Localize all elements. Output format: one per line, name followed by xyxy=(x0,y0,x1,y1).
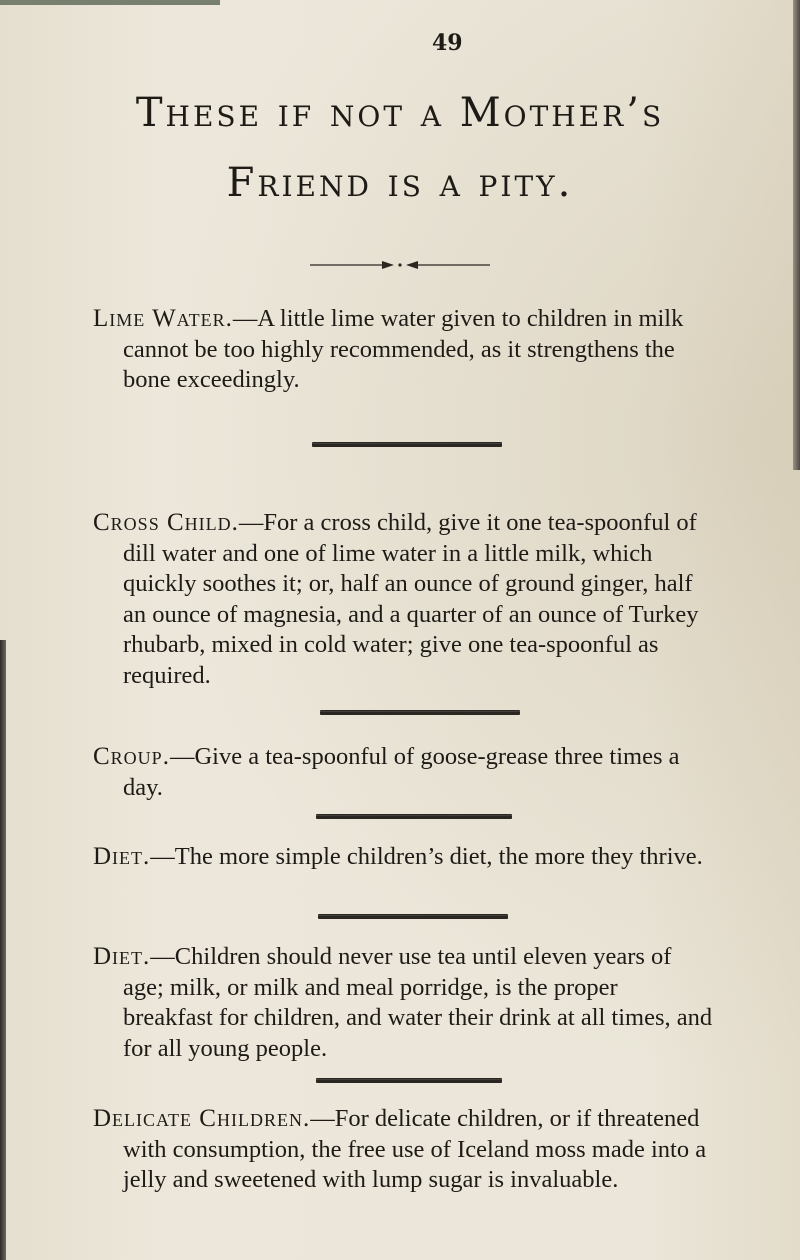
entry-cross-child xyxy=(93,508,713,691)
section-divider xyxy=(318,914,508,919)
entry-croup xyxy=(93,742,713,803)
entry-text: —For a cross child, give it one tea-spoonful of dill water and one of lime water in a little milk, which quickly soothes it; or, half an ounce of ground ginger, half an ounce of magnesia, and a quarter of an ounce of Turkey rhubarb, mixed in cold water; give one tea-spoonful as required. xyxy=(123,509,699,689)
entry-heading: Delicate Children. xyxy=(93,1105,311,1132)
page-title-line-1: These if not a Mother’s xyxy=(135,90,665,136)
section-divider xyxy=(316,814,512,819)
page-edge-shadow xyxy=(793,0,800,470)
page-number: 49 xyxy=(432,30,463,56)
entry-diet-1 xyxy=(93,842,713,873)
entry-lime-water xyxy=(93,304,713,396)
page-title-line-2: Friend is a pity. xyxy=(226,160,574,206)
section-divider xyxy=(320,710,520,715)
entry-heading: Diet. xyxy=(93,943,151,970)
entry-diet-2 xyxy=(93,942,713,1064)
entry-delicate-children xyxy=(93,1104,713,1196)
entry-heading: Croup. xyxy=(93,743,170,770)
entry-heading: Cross Child. xyxy=(93,509,239,536)
page-edge-shadow xyxy=(0,0,220,5)
page-edge-shadow xyxy=(0,640,6,1260)
ornament-divider xyxy=(310,258,490,272)
section-divider xyxy=(316,1078,502,1083)
section-divider xyxy=(312,442,502,447)
entry-text: —For delicate children, or if threatened with consumption, the free use of Iceland moss made into a jelly and sweetened with lump sugar is invaluable. xyxy=(123,1105,707,1193)
entry-text: —Give a tea-spoonful of goose-grease three times a day. xyxy=(123,743,680,801)
entry-text: —The more simple children’s diet, the more they thrive. xyxy=(150,843,703,870)
entry-text: —A little lime water given to children in milk cannot be too highly recommended, as it strengthens the bone exceedingly. xyxy=(123,305,684,393)
entry-heading: Lime Water. xyxy=(93,305,233,332)
entry-text: —Children should never use tea until eleven years of age; milk, or milk and meal porridge, is the proper breakfast for children, and water their drink at all times, and for all young people. xyxy=(123,943,713,1062)
entry-heading: Diet. xyxy=(93,843,151,870)
